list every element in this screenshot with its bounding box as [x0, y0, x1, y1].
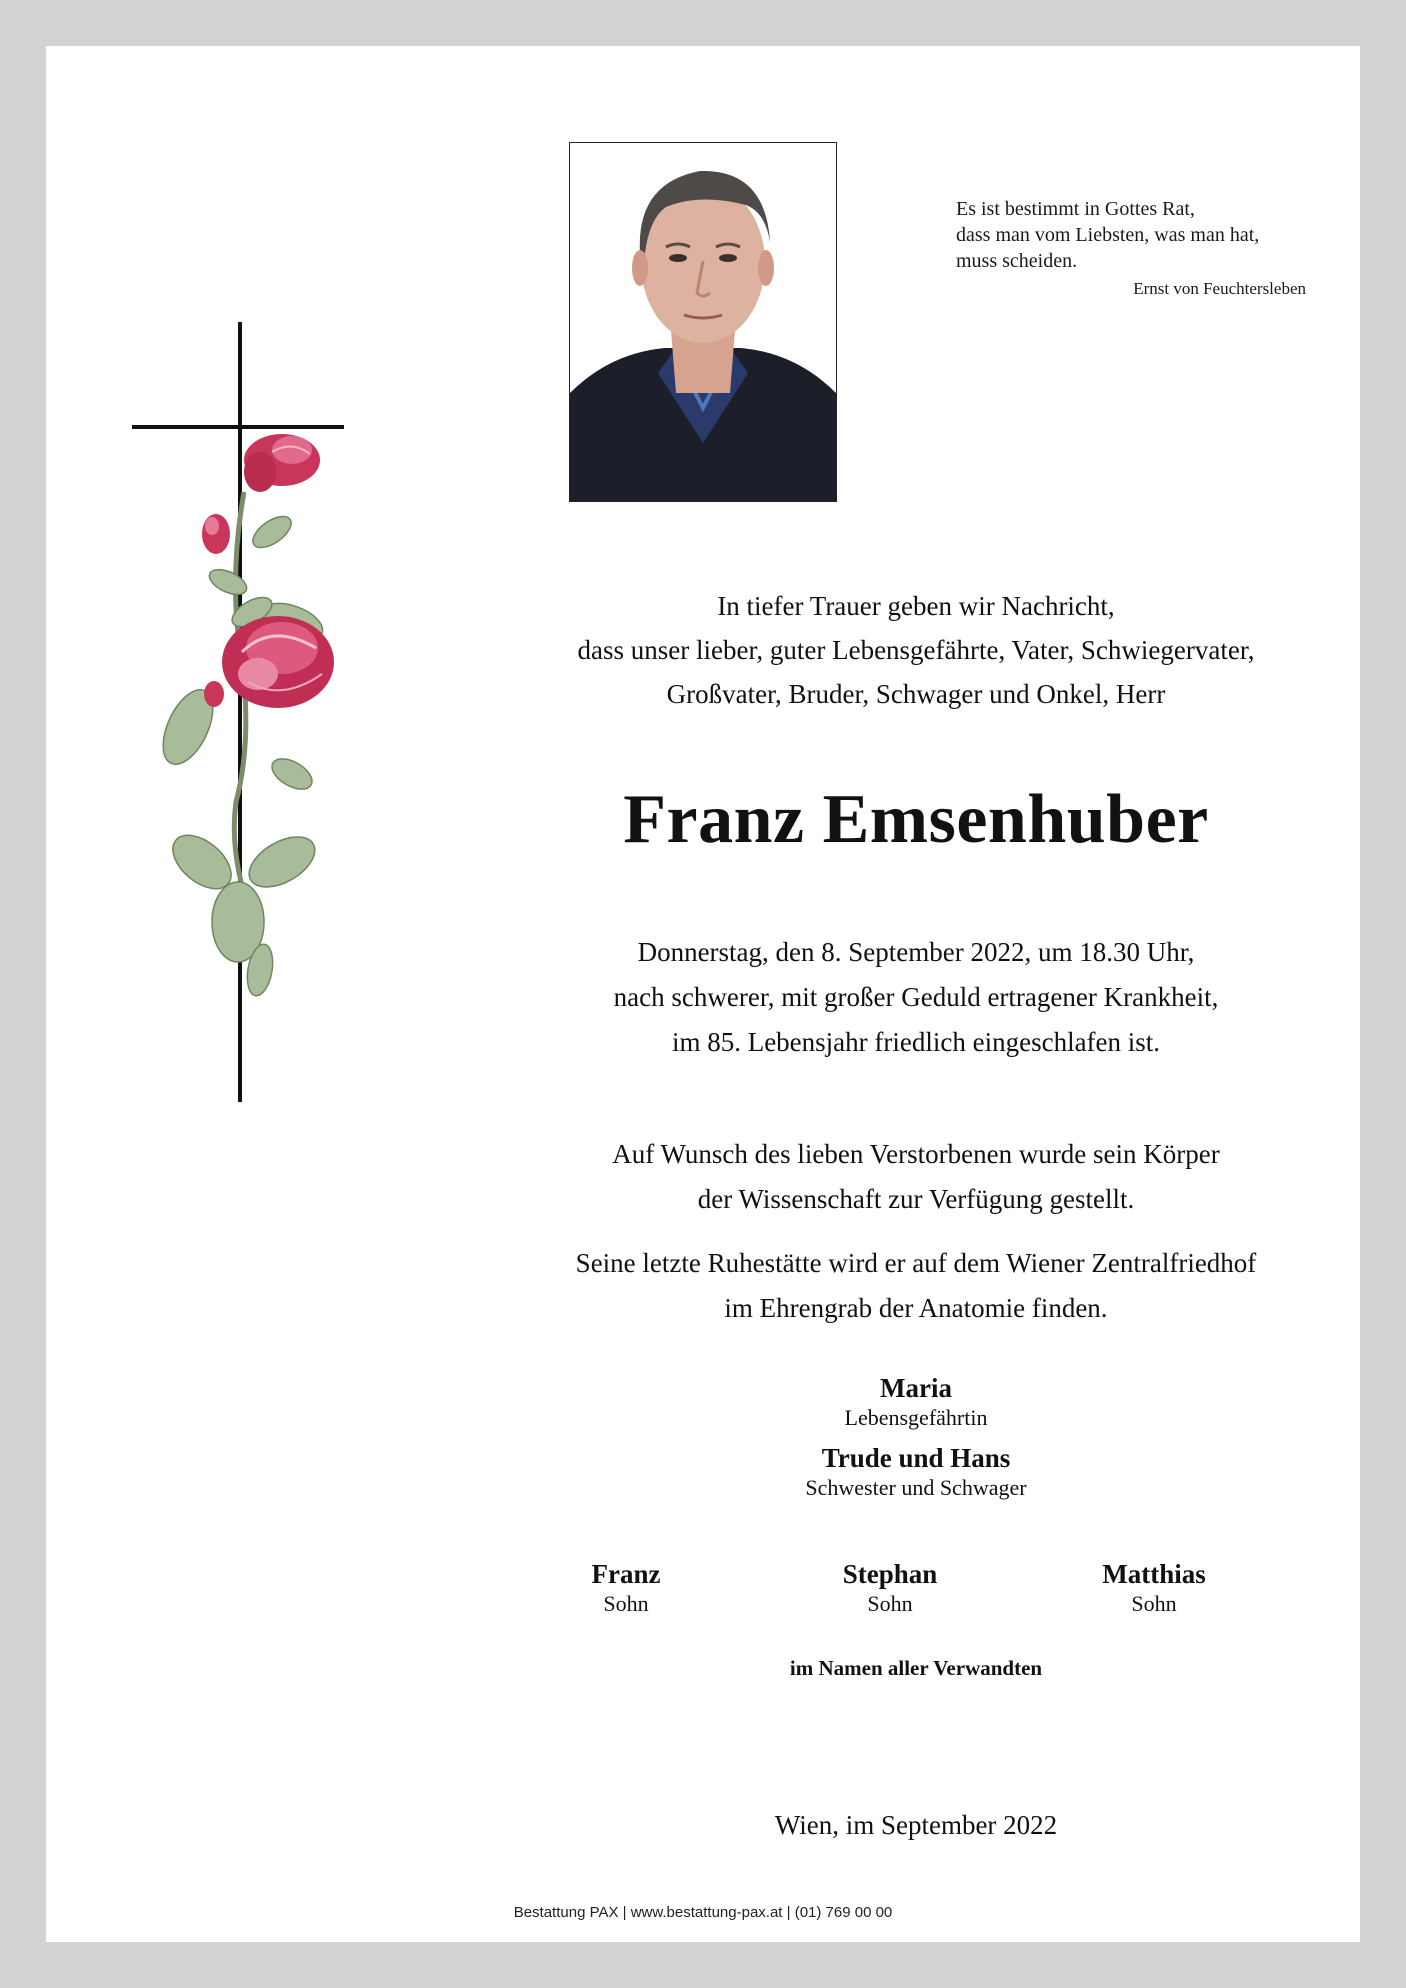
portrait-image	[570, 143, 836, 501]
intro-line: dass unser lieber, guter Lebensgefährte, Vater, Schwiegervater,	[577, 635, 1255, 665]
quote-line: Es ist bestimmt in Gottes Rat,	[956, 198, 1195, 220]
death-line: nach schwerer, mit großer Geduld ertragener Krankheit,	[613, 982, 1219, 1012]
cross-horizontal-bar	[132, 425, 344, 429]
siblings-relation: Schwester und Schwager	[805, 1475, 1027, 1500]
funeral-home-footer: Bestattung PAX | www.bestattung-pax.at | (01) 769 00 00	[513, 1904, 893, 1921]
quote-line: dass man vom Liebsten, was man hat,	[956, 224, 1260, 246]
body-line: der Wissenschaft zur Verfügung gestellt.	[697, 1184, 1135, 1214]
son-entry	[760, 1558, 1020, 1618]
quote-author: Ernst von Feuchtersleben	[1133, 279, 1306, 298]
son-name: Stephan	[842, 1559, 938, 1589]
cross-vertical-bar	[238, 322, 242, 1102]
rose-large	[222, 616, 334, 708]
death-line: im 85. Lebensjahr friedlich eingeschlafen ist.	[671, 1027, 1161, 1057]
rose-top	[244, 434, 320, 492]
resting-place-note	[446, 1241, 1386, 1331]
obituary-sheet	[46, 46, 1360, 1942]
son-name: Franz	[591, 1559, 661, 1589]
deceased-name: Franz Emsenhuber	[623, 781, 1209, 858]
portrait-photo	[569, 142, 837, 502]
son-entry	[1024, 1558, 1284, 1618]
rest-line: Seine letzte Ruhestätte wird er auf dem Wiener Zentralfriedhof	[575, 1248, 1257, 1278]
rose-bud	[202, 514, 230, 554]
closing-line: im Namen aller Verwandten	[789, 1656, 1043, 1680]
intro-line: In tiefer Trauer geben wir Nachricht,	[717, 591, 1115, 621]
rest-line: im Ehrengrab der Anatomie finden.	[724, 1293, 1108, 1323]
quote-block	[956, 196, 1356, 302]
partner-relation: Lebensgefährtin	[844, 1405, 988, 1430]
announcement-intro	[446, 584, 1386, 716]
son-relation: Sohn	[603, 1591, 649, 1616]
death-details	[446, 930, 1386, 1065]
family-partner	[446, 1372, 1386, 1432]
family-siblings	[446, 1442, 1386, 1502]
body-donation-note	[446, 1132, 1386, 1222]
son-name: Matthias	[1102, 1559, 1206, 1589]
death-line: Donnerstag, den 8. September 2022, um 18.30 Uhr,	[637, 937, 1195, 967]
son-relation: Sohn	[1131, 1591, 1177, 1616]
son-relation: Sohn	[867, 1591, 913, 1616]
cross-rose-illustration	[132, 322, 352, 1112]
place-date: Wien, im September 2022	[774, 1810, 1058, 1840]
intro-line: Großvater, Bruder, Schwager und Onkel, Herr	[666, 679, 1166, 709]
siblings-name: Trude und Hans	[821, 1443, 1011, 1473]
cross-with-roses	[132, 322, 352, 1112]
body-line: Auf Wunsch des lieben Verstorbenen wurde sein Körper	[612, 1139, 1220, 1169]
son-entry	[496, 1558, 756, 1618]
family-sons	[496, 1558, 1376, 1628]
quote-line: muss scheiden.	[956, 250, 1078, 272]
partner-name: Maria	[880, 1373, 952, 1403]
